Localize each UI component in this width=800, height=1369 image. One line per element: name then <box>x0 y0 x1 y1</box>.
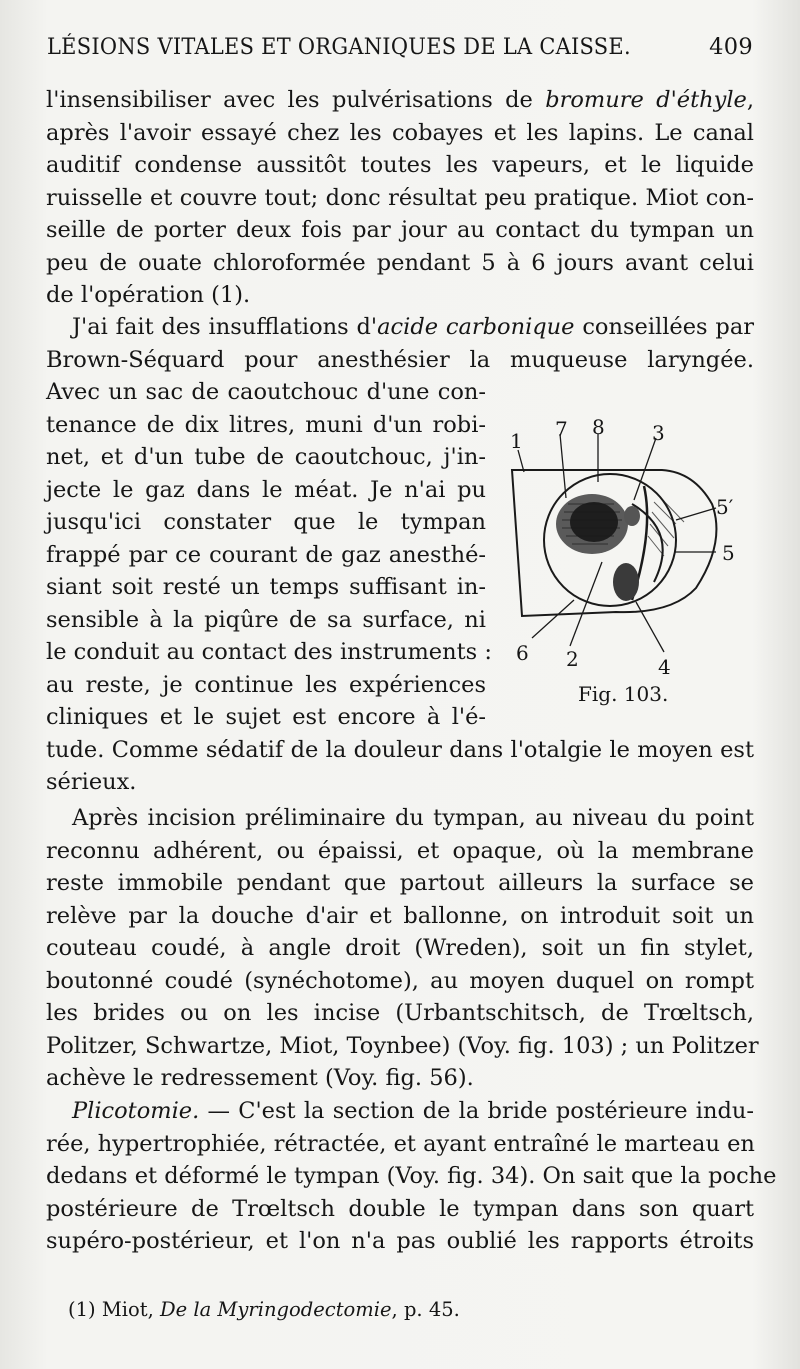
text-line: ruisselle et couvre tout; donc résultat peu pratique. Miot con- <box>46 184 754 211</box>
text-line: peu de ouate chloroformée pendant 5 à 6 jours avant celui <box>46 249 754 276</box>
page-number: 409 <box>709 34 753 60</box>
text-line: siant soit resté un temps suffisant in- <box>46 574 486 600</box>
text-line: auditif condense aussitôt toutes les vapeurs, et le liquide <box>46 152 754 178</box>
figure-label-7: 7 <box>555 417 568 441</box>
text-line: seille de porter deux fois par jour au contact du tympan un <box>46 217 754 243</box>
footnote-marker: (1) Miot, <box>68 1298 160 1321</box>
footnote-title: De la Myringodectomie <box>160 1298 392 1321</box>
text-line <box>46 84 754 117</box>
text-line: jecte le gaz dans le méat. Je n'ai pu <box>46 476 486 503</box>
running-header <box>47 34 753 60</box>
text-line: Brown-Séquard pour anesthésier la muqueuse laryngée. <box>46 346 754 373</box>
text-span: — C'est la section de la bride postérieure indu- <box>199 1098 754 1124</box>
text-line: dedans et déformé le tympan (Voy. fig. 34). On sait que la poche <box>46 1163 777 1189</box>
text-line: Après incision préliminaire du tympan, au niveau du point <box>72 805 754 831</box>
text-line: Politzer, Schwartze, Miot, Toynbee) (Voy. fig. 103) ; un Politzer <box>46 1032 759 1059</box>
text-line: tenance de dix litres, muni d'un robi- <box>46 411 486 438</box>
tympanum-shading <box>556 494 640 601</box>
text-line: couteau coudé, à angle droit (Wreden), soit un fin stylet, <box>46 935 754 961</box>
text-line: achève le redressement (Voy. fig. 56). <box>46 1065 474 1091</box>
figure-label-6: 6 <box>516 641 529 665</box>
text-line: reconnu adhérent, ou épaissi, et opaque, où la membrane <box>46 837 754 864</box>
text-line: de l'opération (1). <box>46 282 251 308</box>
footnote-page: , p. 45. <box>391 1298 460 1321</box>
paragraph-3 <box>46 802 759 1095</box>
italic-term: acide carbonique <box>377 314 575 340</box>
text-span: conseillées par <box>574 314 754 340</box>
footnote <box>68 1298 460 1321</box>
figure-label-5-prime: 5′ <box>716 495 734 519</box>
figure-label-8: 8 <box>592 415 605 439</box>
figure-label-2: 2 <box>566 647 579 671</box>
figure-label-4: 4 <box>658 655 671 679</box>
text-line <box>46 1095 754 1128</box>
italic-heading: Plicotomie. <box>72 1098 200 1124</box>
figure-caption: Fig. 103. <box>578 682 669 706</box>
text-line: reste immobile pendant que partout ailleurs la surface se <box>46 870 754 896</box>
text-line: cliniques et le sujet est encore à l'é- <box>46 704 486 730</box>
text-line: au reste, je continue les expériences <box>46 671 486 698</box>
italic-term: bromure d'éthyle <box>545 87 747 113</box>
paragraph-4 <box>46 1095 777 1258</box>
text-line: sérieux. <box>46 769 137 795</box>
text-span: , <box>746 87 754 113</box>
text-span: J'ai fait des insufflations d' <box>72 314 378 340</box>
text-line: net, et d'un tube de caoutchouc, j'in- <box>46 444 486 470</box>
text-line: frappé par ce courant de gaz anesthé- <box>46 541 486 568</box>
tympanum-diagram <box>504 412 754 712</box>
text-line: rée, hypertrophiée, rétractée, et ayant entraîné le marteau en <box>46 1130 755 1157</box>
text-line: supéro-postérieur, et l'on n'a pas oublié les rapports étroits <box>46 1228 754 1254</box>
text-line: les brides ou on les incise (Urbantschitsch, de Trœltsch, <box>46 1000 754 1026</box>
text-span: l'insensibiliser avec les pulvérisations de <box>46 87 546 113</box>
text-line <box>46 311 754 344</box>
figure-label-5: 5 <box>722 541 735 565</box>
text-line: après l'avoir essayé chez les cobayes et les lapins. Le canal <box>46 119 754 146</box>
text-line: relève par la douche d'air et ballonne, on introduit soit un <box>46 902 754 929</box>
text-line: Avec un sac de caoutchouc d'une con- <box>46 379 486 405</box>
running-title: LÉSIONS VITALES ET ORGANIQUES DE LA CAISSE. <box>47 34 631 60</box>
text-line: boutonné coudé (synéchotome), au moyen duquel on rompt <box>46 967 754 994</box>
text-line: jusqu'ici constater que le tympan <box>46 509 486 535</box>
text-line: le conduit au contact des instruments : <box>46 639 492 665</box>
figure-label-1: 1 <box>510 429 523 453</box>
figure-103 <box>504 412 754 712</box>
text-line: sensible à la piqûre de sa surface, ni <box>46 606 486 633</box>
paragraph-1 <box>46 84 754 312</box>
figure-label-3: 3 <box>652 421 665 445</box>
text-line: tude. Comme sédatif de la douleur dans l'otalgie le moyen est <box>46 736 754 763</box>
text-line: postérieure de Trœltsch double le tympan dans son quart <box>46 1195 754 1222</box>
